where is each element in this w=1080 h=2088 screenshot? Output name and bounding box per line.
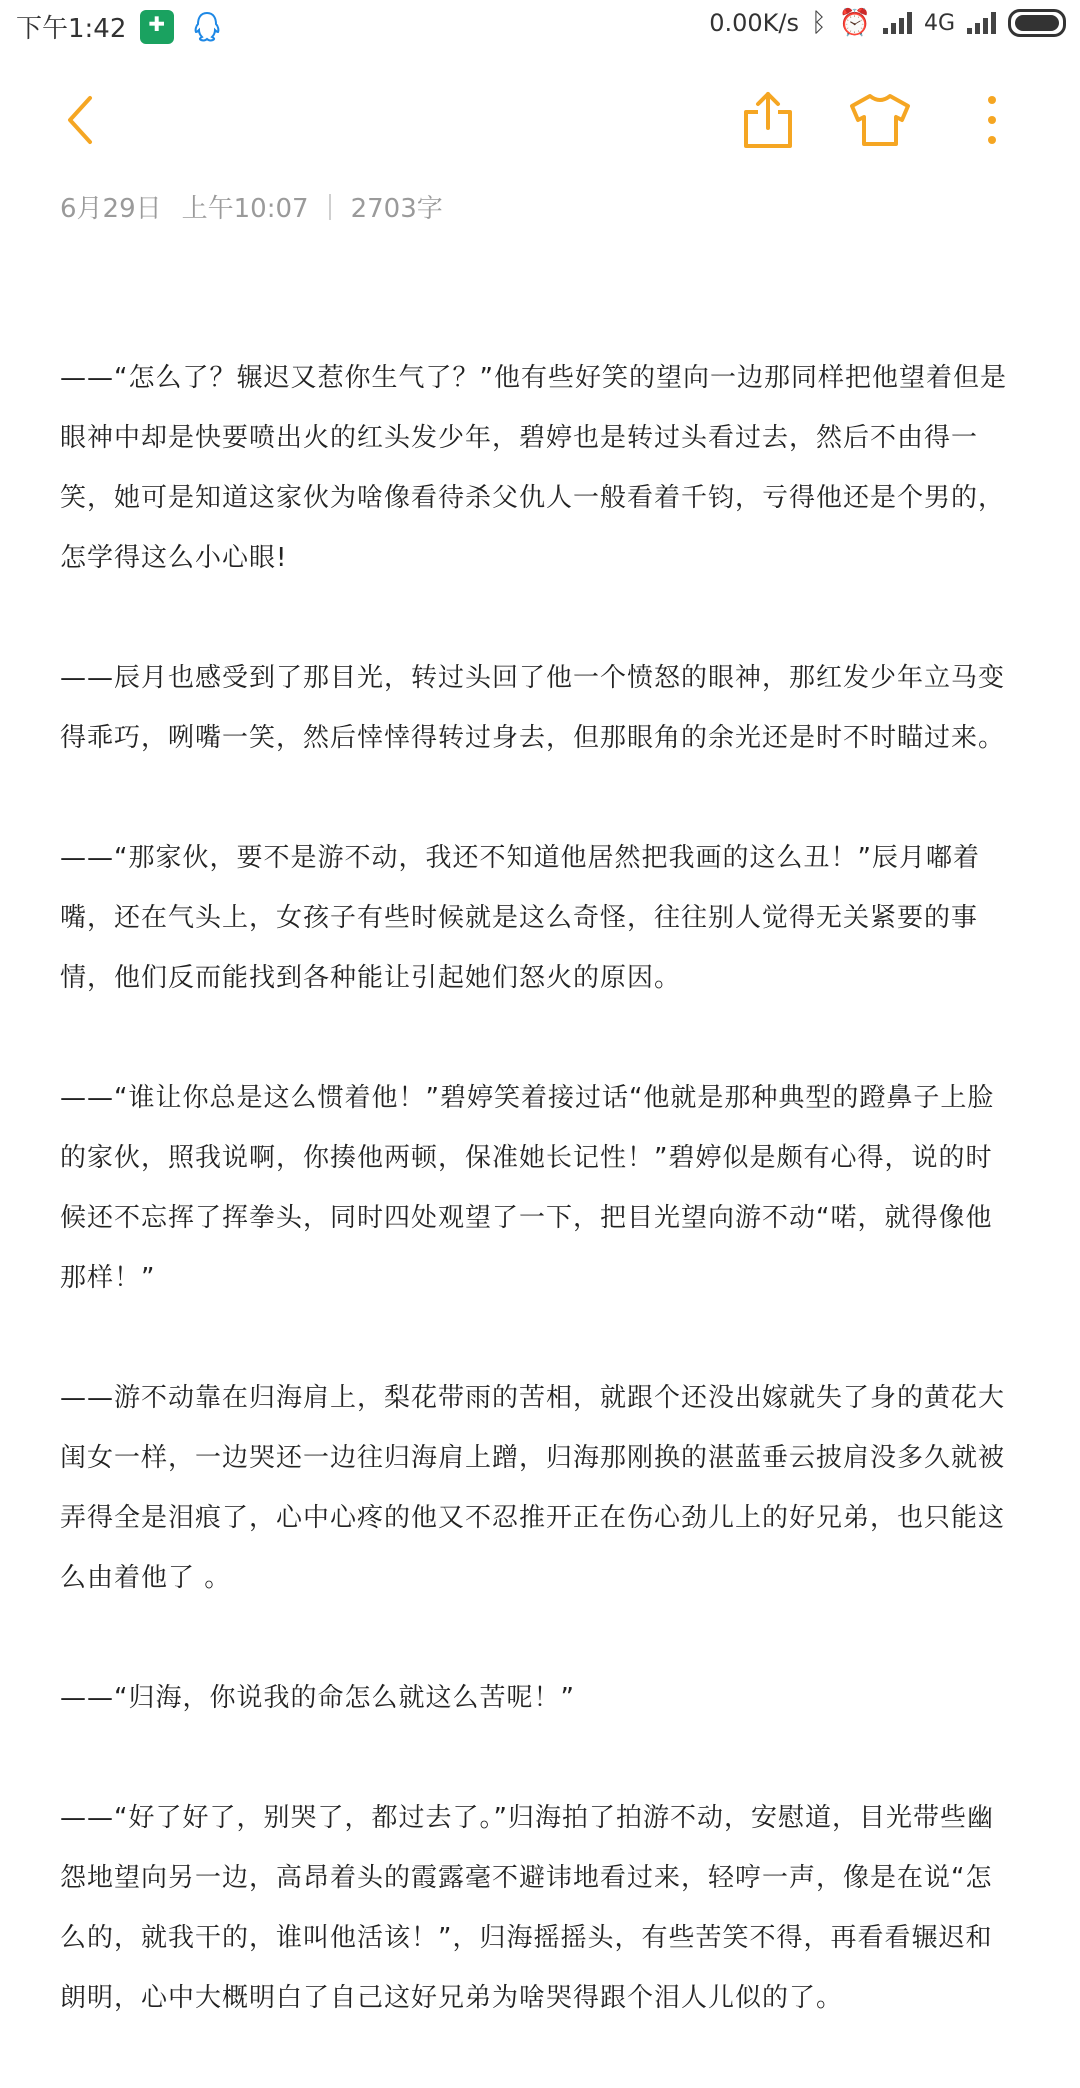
network-speed: 0.00K/s [709, 9, 799, 37]
paragraph: ——“归海，你说我的命怎么就这么苦呢！” [60, 1683, 575, 1713]
shirt-icon[interactable] [848, 92, 912, 148]
more-icon[interactable] [982, 92, 1002, 148]
status-right [709, 8, 1066, 38]
paragraph: ——“谁让你总是这么惯着他！”碧婷笑着接过话“他就是那种典型的蹬鼻子上脸的家伙，照我说啊，你揍他两顿，保准她长记性！”碧婷似是颇有心得，说的时候还不忘挥了挥拳头，同时四处观望了一下，把目光望向游不动“喏，就得像他那样！” [60, 1083, 995, 1293]
meta-divider [329, 194, 331, 220]
paragraph: ——辰月也感受到了那目光，转过头回了他一个愤怒的眼神，那红发少年立马变得乖巧，咧嘴一笑，然后悻悻得转过身去，但那眼角的余光还是时不时瞄过来。 [60, 663, 1006, 753]
paragraph: ——“那家伙，要不是游不动，我还不知道他居然把我画的这么丑！”辰月嘟着嘴，还在气头上，女孩子有些时候就是这么奇怪，往往别人觉得无关紧要的事情，他们反而能找到各种能让引起她们怒火的原因。 [60, 843, 980, 993]
paragraph: ——“好了好了，别哭了，都过去了。”归海拍了拍游不动，安慰道，目光带些幽怨地望向另一边，高昂着头的霞露毫不避讳地看过来，轻哼一声，像是在说“怎么的，就我干的，谁叫他活该！”，归海摇摇头，有些苦笑不得，再看看辗迟和朗明，心中大概明白了自己这好兄弟为啥哭得跟个泪人儿似的了。 [60, 1803, 994, 2013]
note-time: 上午10:07 [181, 194, 309, 224]
alarm-icon: ⏰ [838, 8, 871, 38]
signal-icon [883, 12, 912, 34]
status-bar [0, 0, 1080, 54]
share-icon[interactable] [738, 88, 798, 152]
status-time: 下午1:42 [16, 14, 127, 44]
note-date: 6月29日 [60, 194, 162, 224]
note-meta [60, 188, 443, 225]
paragraph: ——“怎么了？辗迟又惹你生气了？”他有些好笑的望向一边那同样把他望着但是眼神中却是快要喷出火的红头发少年，碧婷也是转过头看过去，然后不由得一笑，她可是知道这家伙为啥像看待杀父仇人一般看着千钧，亏得他还是个男的，怎学得这么小心眼! [60, 363, 1007, 573]
word-count: 2703字 [350, 194, 443, 224]
status-left [16, 8, 224, 45]
paragraph: ——游不动靠在归海肩上，梨花带雨的苦相，就跟个还没出嫁就失了身的黄花大闺女一样，一边哭还一边往归海肩上蹭，归海那刚换的湛蓝垂云披肩没多久就被弄得全是泪痕了，心中心疼的他又不忍推开正在伤心劲儿上的好兄弟，也只能这么由着他了 。 [60, 1383, 1006, 1593]
qq-icon [190, 10, 224, 44]
bluetooth-icon: ᛒ [810, 8, 827, 38]
network-type: 4G [923, 10, 955, 36]
signal-icon-2 [967, 12, 996, 34]
back-arrow-icon[interactable] [58, 90, 102, 150]
shield-icon [140, 10, 174, 44]
note-content[interactable] [60, 348, 1018, 2088]
toolbar [0, 80, 1080, 160]
battery-icon [1008, 9, 1066, 37]
